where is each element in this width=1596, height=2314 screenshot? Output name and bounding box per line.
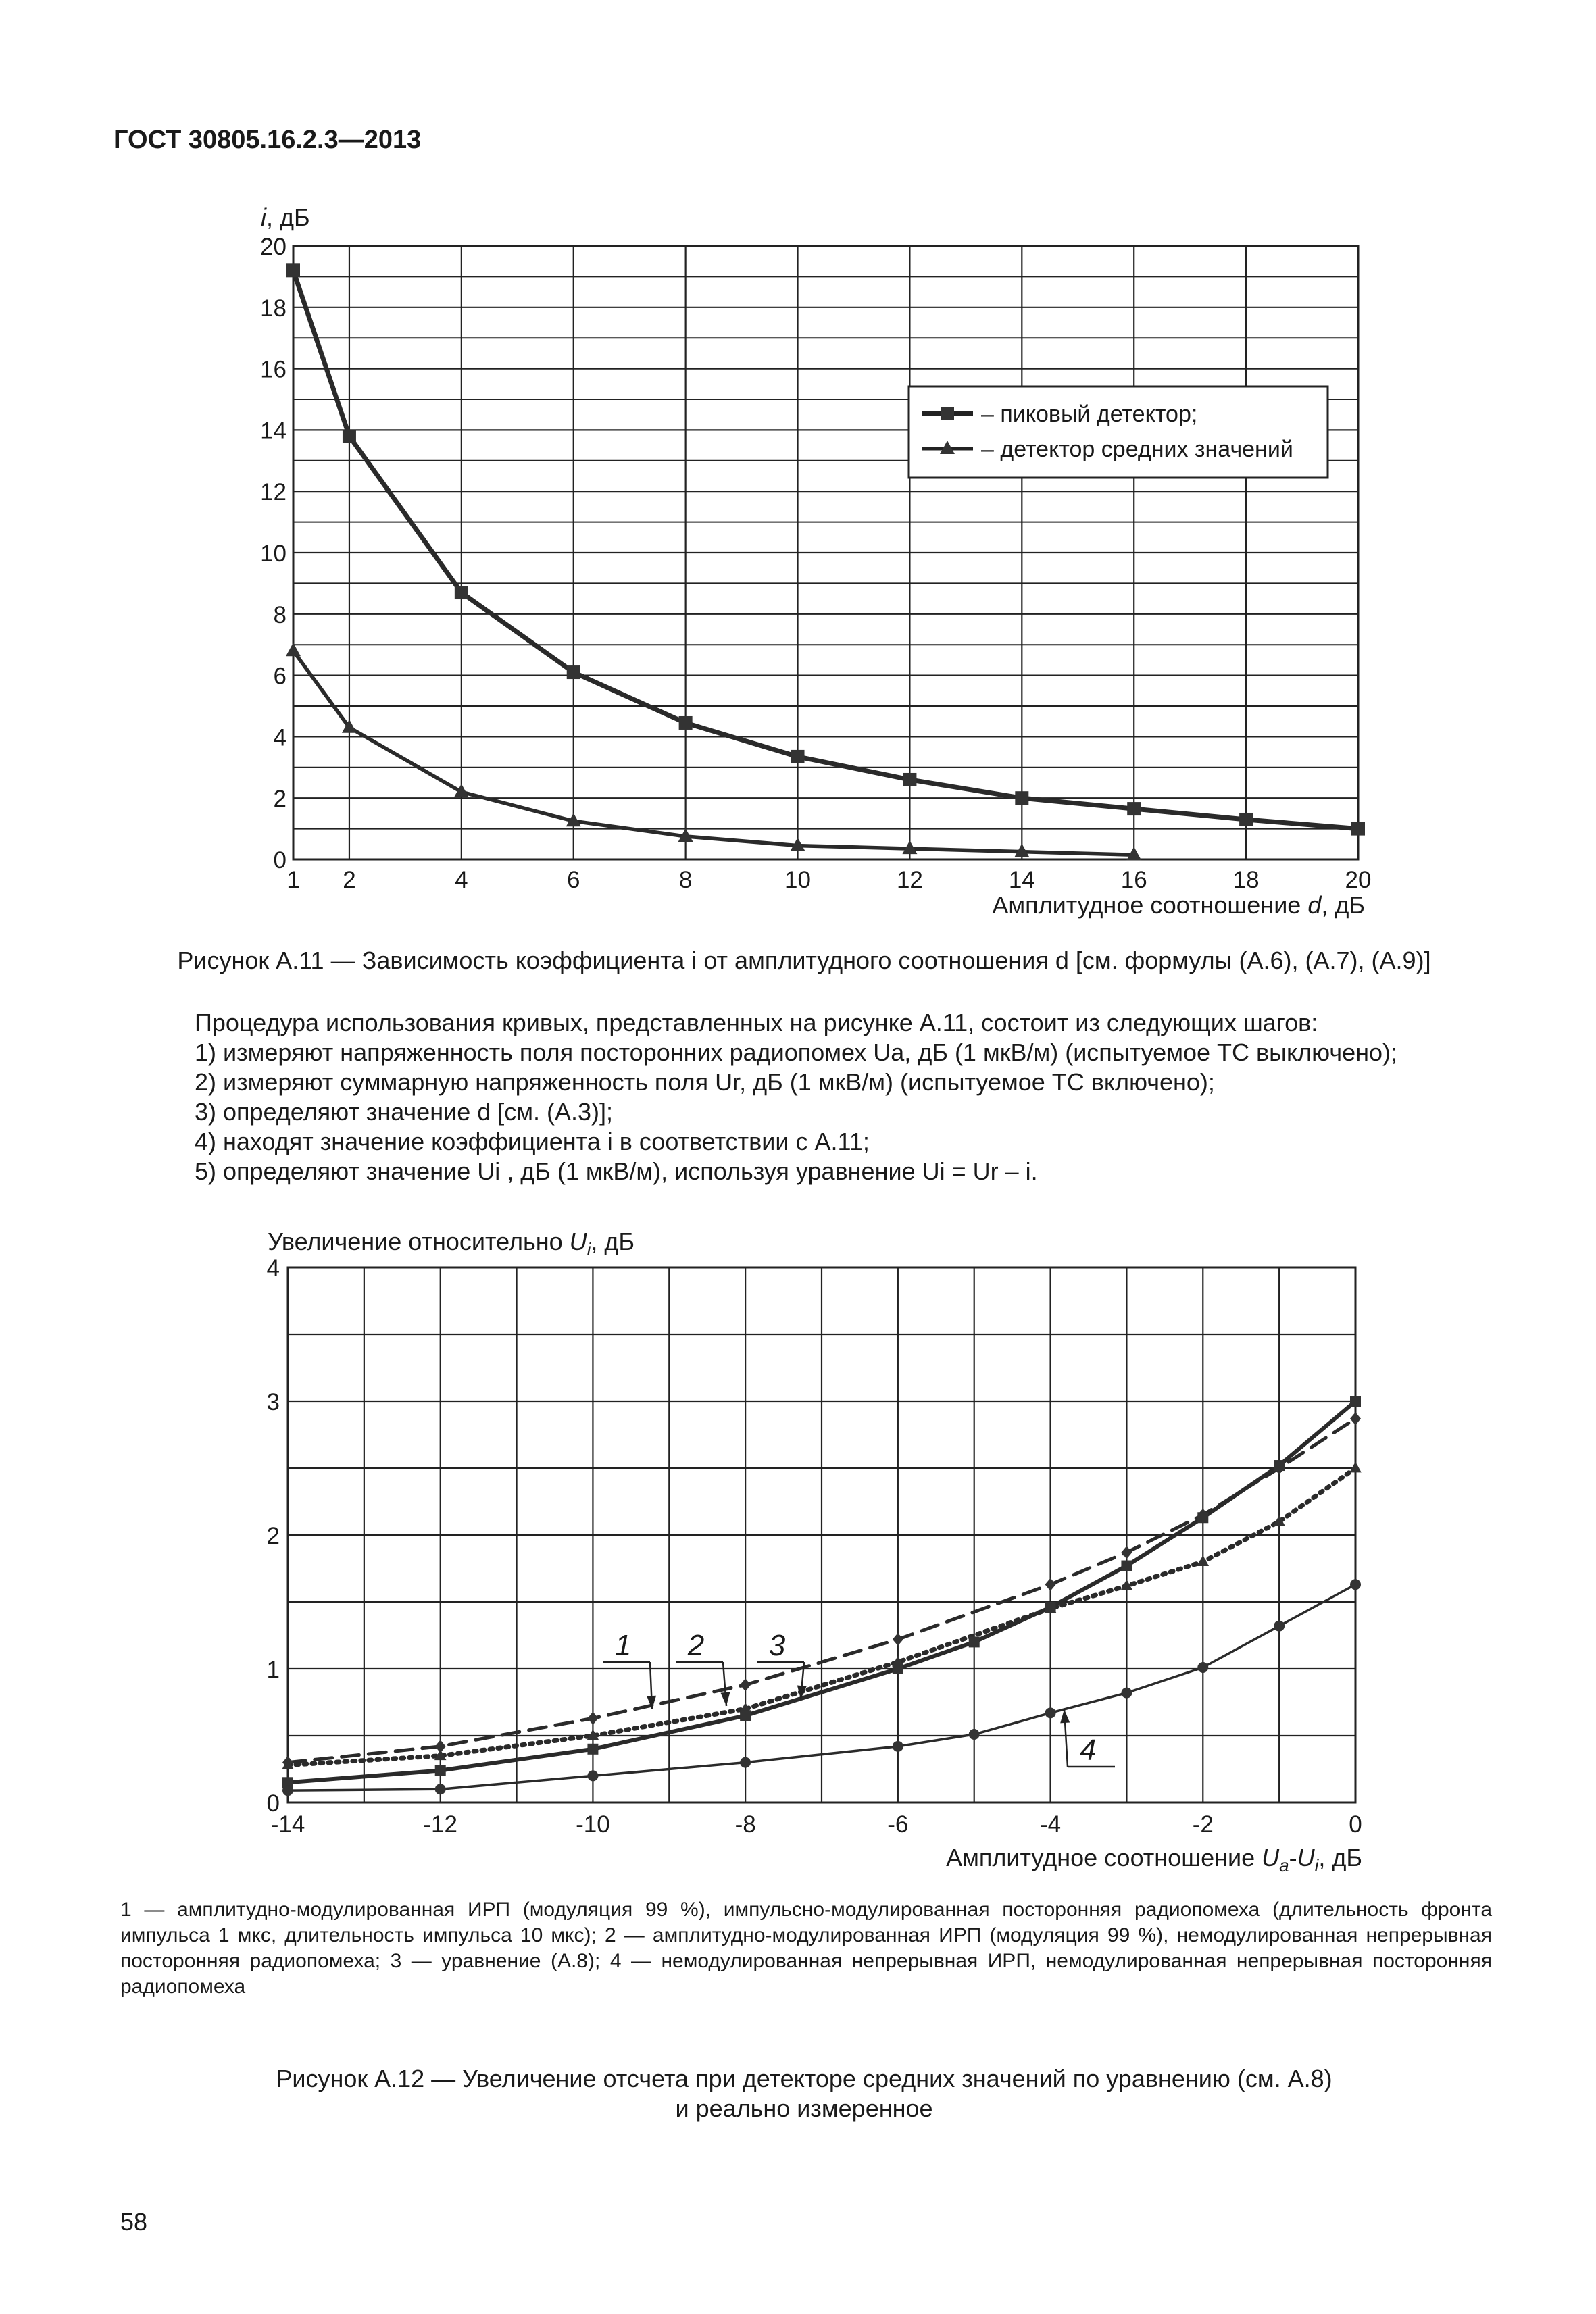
- x-tick-label: -14: [270, 1811, 305, 1838]
- y-tick-label: 2: [273, 786, 286, 813]
- x-tick-label: 18: [1232, 867, 1260, 893]
- annotation-label: 2: [687, 1629, 705, 1662]
- data-point: [1197, 1662, 1208, 1673]
- x-tick-label: 2: [343, 867, 356, 893]
- procedure-step: 3) определяют значение d [см. (А.3)];: [195, 1098, 614, 1126]
- page-number: 58: [120, 2208, 148, 2236]
- data-point: [1197, 1555, 1209, 1566]
- x-axis-label: Амплитудное соотношение $U_a-U_i$, дБ: [946, 1844, 1362, 1876]
- data-point: [1349, 1461, 1362, 1472]
- data-point: [1274, 1460, 1285, 1471]
- x-tick-label: -6: [887, 1811, 909, 1838]
- data-point: [587, 1770, 598, 1781]
- data-point: [1274, 1621, 1285, 1632]
- y-tick-label: 6: [273, 663, 286, 690]
- y-tick-label: 3: [266, 1389, 280, 1415]
- figure-a12-caption-line2: и реально измеренное: [675, 2094, 933, 2122]
- data-point: [1045, 1602, 1056, 1613]
- document-header: ГОСТ 30805.16.2.3—2013: [114, 126, 422, 154]
- data-point: [435, 1784, 446, 1794]
- figure-a12-caption: [108, 2064, 1500, 2123]
- annotation-label: 4: [1079, 1734, 1097, 1767]
- procedure-step: 4) находят значение коэффициента i в соответствии с А.11;: [195, 1128, 870, 1155]
- data-point: [1197, 1512, 1208, 1523]
- y-axis-label: Увеличение относительно $U_i$, дБ: [268, 1228, 635, 1259]
- annotation-arrowhead: [1060, 1709, 1070, 1723]
- data-point: [587, 1712, 598, 1725]
- procedure-intro: Процедура использования кривых, представленных на рисунке А.11, состоит из следующих шагов:: [195, 1009, 1318, 1036]
- y-tick-label: 10: [260, 540, 286, 567]
- legend-label: – детектор средних значений: [981, 436, 1293, 462]
- x-tick-label: 20: [1345, 867, 1372, 893]
- y-tick-label: 4: [266, 1255, 280, 1282]
- annotation-arrowhead: [720, 1692, 730, 1706]
- annotation-label: 3: [768, 1629, 786, 1662]
- x-tick-label: 0: [1349, 1811, 1362, 1838]
- y-tick-label: 12: [260, 479, 286, 506]
- data-point: [1121, 1546, 1132, 1559]
- x-tick-label: 14: [1008, 867, 1035, 893]
- x-axis-label: Амплитудное соотношение d, дБ: [992, 891, 1365, 919]
- y-tick-label: 16: [260, 356, 286, 383]
- procedure-step: 5) определяют значение Ui , дБ (1 мкВ/м), используя уравнение Ui = Ur – i.: [195, 1157, 1038, 1185]
- data-point: [740, 1757, 751, 1768]
- data-point: [1350, 1579, 1361, 1590]
- y-tick-label: 14: [260, 418, 286, 445]
- x-tick-label: 10: [784, 867, 811, 893]
- annotation-label: 1: [614, 1629, 632, 1662]
- x-tick-label: 4: [455, 867, 468, 893]
- y-tick-label: 2: [266, 1523, 280, 1549]
- x-tick-label: -8: [734, 1811, 756, 1838]
- figure-a12-notes: 1 — амплитудно-модулированная ИРП (модуляция 99 %), импульсно-модулированная посторонняя радиопомеха (длительность фронта импульса 1 мкс, длительность импульса 10 мкс); 2 — амплитудно-модулированная ИРП (модуляция 99 %), немодулированная непрерывная посторонняя радиопомеха; 3 — уравнение (А.8); 4 — немодулированная непрерывная ИРП, немодулированная непрерывная посторонняя радиопомеха: [120, 1898, 1492, 1998]
- data-point: [1350, 1412, 1361, 1425]
- data-point: [893, 1741, 903, 1752]
- figure-a12-caption-line1: Рисунок А.12 — Увеличение отсчета при детекторе средних значений по уравнению (см. А.8): [276, 2065, 1332, 2092]
- x-tick-label: 16: [1120, 867, 1147, 893]
- figure-a11-caption: Рисунок А.11 — Зависимость коэффициента i от амплитудного соотношения d [см. формулы (А.6), (А.7), (А.9)]: [177, 947, 1431, 974]
- data-point: [1121, 1561, 1132, 1571]
- data-point: [1045, 1707, 1056, 1718]
- data-point: [587, 1744, 598, 1755]
- data-point: [435, 1765, 446, 1776]
- data-point: [969, 1636, 980, 1647]
- y-tick-label: 0: [273, 847, 286, 874]
- data-point: [740, 1710, 751, 1721]
- data-point: [893, 1633, 903, 1646]
- x-tick-label: -4: [1040, 1811, 1062, 1838]
- data-point: [740, 1678, 751, 1691]
- y-tick-label: 0: [266, 1790, 280, 1817]
- curve-annotation-4: [1060, 1709, 1115, 1767]
- data-point: [1121, 1688, 1132, 1699]
- data-point: [969, 1729, 980, 1740]
- data-point: [282, 1785, 293, 1796]
- curve-annotation-3: [757, 1629, 807, 1699]
- x-tick-label: -10: [576, 1811, 610, 1838]
- x-tick-label: 1: [286, 867, 300, 893]
- legend-label: – пиковый детектор;: [981, 401, 1198, 427]
- data-point: [1045, 1578, 1056, 1591]
- x-tick-label: 8: [678, 867, 693, 893]
- y-tick-label: 1: [266, 1657, 280, 1683]
- y-tick-label: 8: [273, 601, 286, 628]
- procedure-step: 1) измеряют напряженность поля посторонних радиопомех Ua, дБ (1 мкВ/м) (испытуемое ТС выключено);: [195, 1038, 1398, 1066]
- y-axis-label: i, дБ: [261, 203, 310, 231]
- data-point: [1350, 1396, 1361, 1407]
- x-tick-label: 12: [896, 867, 923, 893]
- y-tick-label: 18: [260, 295, 286, 322]
- procedure-step: 2) измеряют суммарную напряженность поля Ur, дБ (1 мкВ/м) (испытуемое ТС включено);: [195, 1068, 1215, 1096]
- y-tick-label: 20: [260, 234, 286, 260]
- data-point: [893, 1663, 903, 1674]
- x-tick-label: -12: [423, 1811, 458, 1838]
- x-tick-label: -2: [1192, 1811, 1214, 1838]
- x-tick-label: 6: [567, 867, 580, 893]
- y-tick-label: 4: [273, 724, 286, 751]
